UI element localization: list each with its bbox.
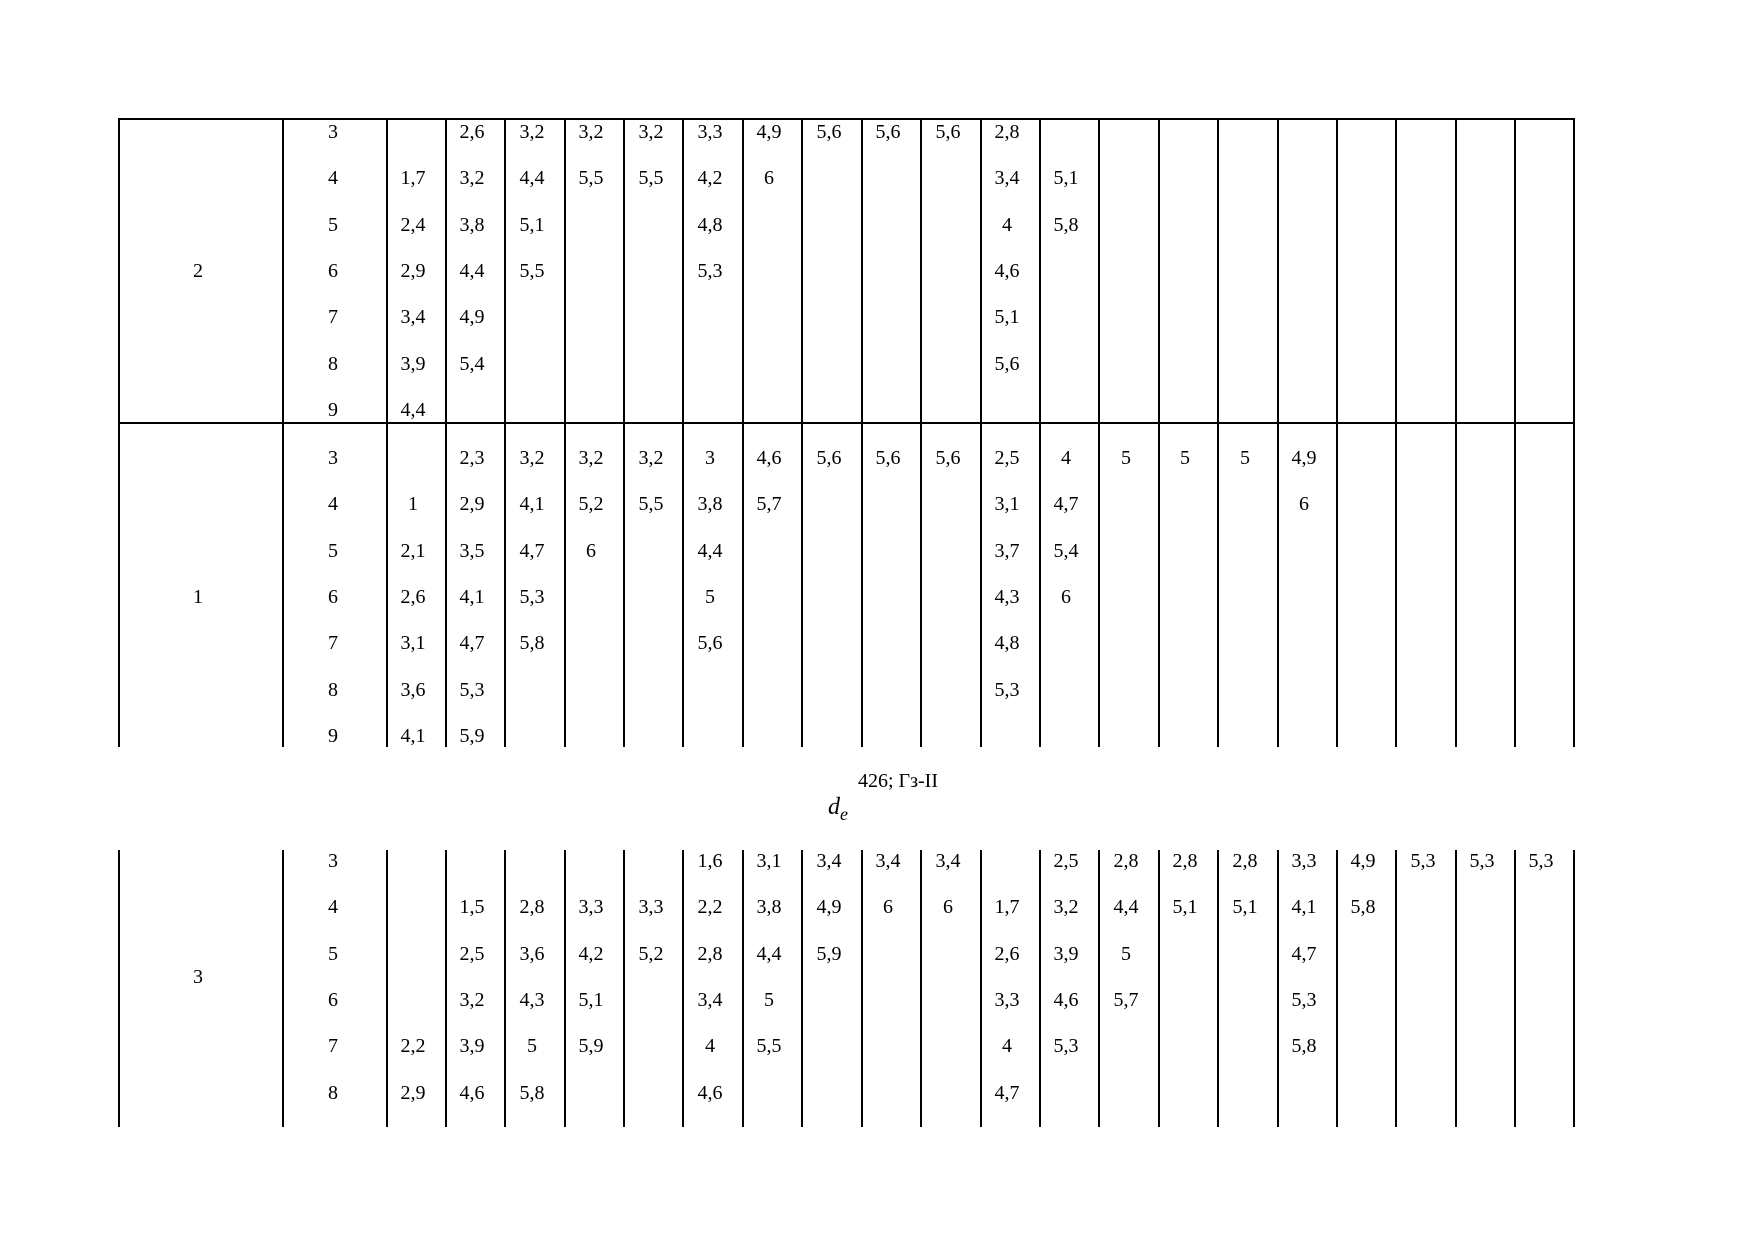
column-rule — [1217, 118, 1219, 422]
row-index-cell: 7 — [328, 1035, 338, 1058]
table-cell: 5,1 — [994, 306, 1020, 329]
table-cell: 3,3 — [638, 896, 664, 919]
row-index-cell: 5 — [328, 942, 338, 965]
row-index-cell: 8 — [328, 1081, 338, 1104]
table-cell: 5,3 — [1291, 988, 1317, 1011]
table-cell: 5,2 — [638, 942, 664, 965]
row-index-cell: 7 — [328, 632, 338, 655]
table-cell: 5,7 — [1113, 988, 1139, 1011]
table-cell: 5 — [1180, 447, 1190, 469]
column-rule — [1395, 422, 1397, 747]
table-cell: 4,7 — [519, 539, 545, 562]
caption-label: 426; Гз-II — [858, 770, 938, 792]
table-cell: 3,4 — [994, 167, 1020, 190]
table-cell: 5,3 — [459, 678, 485, 701]
table-cell: 4,7 — [994, 1081, 1020, 1104]
table-cell: 5,9 — [459, 724, 485, 747]
table-cell: 5 — [1121, 942, 1131, 965]
table-cell: 3,7 — [994, 539, 1020, 562]
row-index-cell: 6 — [328, 585, 338, 608]
table-cell: 4 — [705, 1035, 715, 1058]
table-cell: 2,8 — [1232, 850, 1258, 872]
table-cell: 5,3 — [697, 259, 723, 282]
group-label: 1 — [193, 585, 203, 608]
table-cell: 4,6 — [697, 1081, 723, 1104]
table-cell: 4,6 — [994, 259, 1020, 282]
table-cell: 2,2 — [400, 1035, 426, 1058]
group-label: 3 — [193, 965, 203, 988]
table-cell: 4,1 — [459, 585, 485, 608]
table-cell: 3,2 — [638, 447, 664, 469]
table-cell: 3,1 — [756, 850, 782, 872]
column-rule — [1336, 850, 1338, 1127]
table-cell: 5,3 — [1528, 850, 1554, 872]
table-cell: 5,8 — [519, 632, 545, 655]
table-cell: 3,3 — [697, 121, 723, 143]
row-index-cell: 3 — [328, 850, 338, 872]
column-rule — [1277, 118, 1279, 422]
column-rule — [1573, 422, 1575, 747]
table-cell: 2,5 — [459, 942, 485, 965]
column-rule — [564, 422, 566, 747]
table-cell: 3,2 — [638, 121, 664, 143]
column-rule — [1514, 422, 1516, 747]
table-cell: 2,8 — [1113, 850, 1139, 872]
table-cell: 5,1 — [578, 988, 604, 1011]
column-rule — [1395, 850, 1397, 1127]
column-rule — [1336, 118, 1338, 422]
table-cell: 3,6 — [400, 678, 426, 701]
column-rule — [282, 422, 284, 747]
table-cell: 3,8 — [697, 493, 723, 516]
table-cell: 5,6 — [994, 352, 1020, 375]
table-cell: 4,9 — [1350, 850, 1376, 872]
table-cell: 4,7 — [1291, 942, 1317, 965]
table-cell: 3,1 — [400, 632, 426, 655]
table-cell: 1,6 — [697, 850, 723, 872]
table-cell: 5,9 — [816, 942, 842, 965]
table-cell: 2,9 — [400, 1081, 426, 1104]
table-cell: 3,4 — [935, 850, 961, 872]
table-cell: 5,6 — [697, 632, 723, 655]
table-cell: 3 — [705, 447, 715, 469]
table-cell: 2,6 — [459, 121, 485, 143]
table-cell: 5,3 — [994, 678, 1020, 701]
table-cell: 5,3 — [1053, 1035, 1079, 1058]
table-cell: 5,6 — [816, 447, 842, 469]
table-cell: 5 — [527, 1035, 537, 1058]
table-cell: 4,3 — [994, 585, 1020, 608]
row-index-cell: 4 — [328, 493, 338, 516]
group-label: 2 — [193, 259, 203, 282]
table-cell: 1 — [408, 493, 418, 516]
table-cell: 1,7 — [400, 167, 426, 190]
table-cell: 4,9 — [816, 896, 842, 919]
table-cell: 3,3 — [578, 896, 604, 919]
row-index-cell: 6 — [328, 259, 338, 282]
table-cell: 6 — [1299, 493, 1309, 516]
table-cell: 3,2 — [459, 988, 485, 1011]
column-rule — [118, 118, 120, 422]
table-cell: 5,4 — [459, 352, 485, 375]
column-rule — [1455, 850, 1457, 1127]
row-index-cell: 5 — [328, 539, 338, 562]
table-cell: 4,6 — [459, 1081, 485, 1104]
table-cell: 3,4 — [697, 988, 723, 1011]
table-cell: 2,9 — [400, 259, 426, 282]
table-cell: 4,2 — [697, 167, 723, 190]
table-cell: 4,3 — [519, 988, 545, 1011]
table-cell: 5,6 — [875, 447, 901, 469]
table-cell: 6 — [1061, 585, 1071, 608]
column-rule — [1395, 118, 1397, 422]
column-rule — [861, 850, 863, 1127]
table-cell: 4,8 — [994, 632, 1020, 655]
column-rule — [118, 850, 120, 1127]
table-cell: 5,6 — [935, 121, 961, 143]
column-rule — [801, 118, 803, 422]
column-rule — [1039, 118, 1041, 422]
table-cell: 5,1 — [519, 213, 545, 236]
row-index-cell: 9 — [328, 398, 338, 421]
table-cell: 5 — [1240, 447, 1250, 469]
table-cell: 5,8 — [1053, 213, 1079, 236]
table-cell: 4,4 — [697, 539, 723, 562]
table-cell: 5,6 — [875, 121, 901, 143]
column-rule — [118, 422, 120, 747]
table-cell: 5,8 — [1291, 1035, 1317, 1058]
table-cell: 4,1 — [400, 724, 426, 747]
column-rule — [861, 422, 863, 747]
table-cell: 3,4 — [875, 850, 901, 872]
table-cell: 4,7 — [459, 632, 485, 655]
table-cell: 4,9 — [459, 306, 485, 329]
column-rule — [1098, 118, 1100, 422]
table-cell: 5,5 — [638, 493, 664, 516]
column-rule — [623, 422, 625, 747]
table-cell: 5,5 — [519, 259, 545, 282]
column-rule — [1217, 422, 1219, 747]
column-rule — [801, 850, 803, 1127]
column-rule — [623, 850, 625, 1127]
table-cell: 3,2 — [578, 447, 604, 469]
column-rule — [1455, 118, 1457, 422]
table-cell: 4 — [1002, 1035, 1012, 1058]
table-cell: 4,4 — [1113, 896, 1139, 919]
column-rule — [1158, 422, 1160, 747]
caption-symbol: $d_e$ — [828, 794, 848, 824]
table-cell: 2,1 — [400, 539, 426, 562]
table-cell: 6 — [586, 539, 596, 562]
table-cell: 4,1 — [519, 493, 545, 516]
column-rule — [623, 118, 625, 422]
table-cell: 3,8 — [459, 213, 485, 236]
table-cell: 6 — [943, 896, 953, 919]
column-rule — [1098, 422, 1100, 747]
table-cell: 2,8 — [519, 896, 545, 919]
table-cell: 3,9 — [1053, 942, 1079, 965]
table-cell: 4,6 — [756, 447, 782, 469]
column-rule — [742, 118, 744, 422]
table-cell: 6 — [883, 896, 893, 919]
column-rule — [1455, 422, 1457, 747]
table-cell: 5 — [1121, 447, 1131, 469]
row-index-cell: 4 — [328, 167, 338, 190]
column-rule — [801, 422, 803, 747]
column-rule — [861, 118, 863, 422]
table-cell: 5,3 — [1469, 850, 1495, 872]
table-cell: 3,9 — [400, 352, 426, 375]
table-cell: 5,8 — [1350, 896, 1376, 919]
table-cell: 3,5 — [459, 539, 485, 562]
table-cell: 4,4 — [400, 398, 426, 421]
table-cell: 1,7 — [994, 896, 1020, 919]
table-cell: 3,9 — [459, 1035, 485, 1058]
table-cell: 6 — [764, 167, 774, 190]
table-cell: 5,9 — [578, 1035, 604, 1058]
table-cell: 2,8 — [994, 121, 1020, 143]
table-cell: 2,3 — [459, 447, 485, 469]
row-index-cell: 8 — [328, 352, 338, 375]
table-cell: 4,2 — [578, 942, 604, 965]
table-cell: 3,2 — [1053, 896, 1079, 919]
table-cell: 3,2 — [459, 167, 485, 190]
table-cell: 3,3 — [994, 988, 1020, 1011]
table-cell: 2,6 — [400, 585, 426, 608]
table-cell: 4,1 — [1291, 896, 1317, 919]
table-cell: 5,1 — [1172, 896, 1198, 919]
table-cell: 4,4 — [756, 942, 782, 965]
row-index-cell: 6 — [328, 988, 338, 1011]
table-cell: 3,6 — [519, 942, 545, 965]
table-cell: 2,5 — [994, 447, 1020, 469]
row-index-cell: 9 — [328, 724, 338, 747]
table-cell: 4 — [1002, 213, 1012, 236]
table-cell: 5,8 — [519, 1081, 545, 1104]
table-cell: 5,6 — [935, 447, 961, 469]
row-index-cell: 8 — [328, 678, 338, 701]
table-cell: 3,3 — [1291, 850, 1317, 872]
table-rule — [118, 422, 1575, 424]
column-rule — [920, 850, 922, 1127]
column-rule — [1158, 118, 1160, 422]
column-rule — [920, 118, 922, 422]
table-cell: 4,4 — [459, 259, 485, 282]
column-rule — [1217, 850, 1219, 1127]
table-cell: 5 — [705, 585, 715, 608]
table-cell: 3,4 — [816, 850, 842, 872]
table-cell: 5,5 — [638, 167, 664, 190]
table-cell: 5,2 — [578, 493, 604, 516]
row-index-cell: 3 — [328, 447, 338, 469]
table-cell: 4,6 — [1053, 988, 1079, 1011]
table-cell: 4,9 — [756, 121, 782, 143]
table-cell: 4,8 — [697, 213, 723, 236]
table-cell: 4,4 — [519, 167, 545, 190]
column-rule — [1573, 850, 1575, 1127]
table-cell: 5,1 — [1232, 896, 1258, 919]
row-index-cell: 3 — [328, 121, 338, 143]
column-rule — [1573, 118, 1575, 422]
table-cell: 5 — [764, 988, 774, 1011]
column-rule — [742, 422, 744, 747]
table-cell: 3,8 — [756, 896, 782, 919]
table-cell: 5,1 — [1053, 167, 1079, 190]
row-index-cell: 5 — [328, 213, 338, 236]
table-cell: 5,4 — [1053, 539, 1079, 562]
table-cell: 3,4 — [400, 306, 426, 329]
table-cell: 3,2 — [519, 121, 545, 143]
column-rule — [1514, 850, 1516, 1127]
table-cell: 5,7 — [756, 493, 782, 516]
table-cell: 5,3 — [1410, 850, 1436, 872]
row-index-cell: 4 — [328, 896, 338, 919]
table-cell: 2,8 — [1172, 850, 1198, 872]
table-cell: 5,5 — [578, 167, 604, 190]
table-cell: 3,2 — [578, 121, 604, 143]
column-rule — [1336, 422, 1338, 747]
column-rule — [1514, 118, 1516, 422]
table-cell: 3,2 — [519, 447, 545, 469]
table-cell: 4 — [1061, 447, 1071, 469]
table-cell: 5,5 — [756, 1035, 782, 1058]
table-cell: 2,6 — [994, 942, 1020, 965]
table-cell: 2,5 — [1053, 850, 1079, 872]
table-cell: 2,2 — [697, 896, 723, 919]
table-cell: 4,7 — [1053, 493, 1079, 516]
table-cell: 3,1 — [994, 493, 1020, 516]
table-cell: 5,3 — [519, 585, 545, 608]
row-index-cell: 7 — [328, 306, 338, 329]
table-cell: 2,8 — [697, 942, 723, 965]
table-cell: 5,6 — [816, 121, 842, 143]
table-cell: 2,4 — [400, 213, 426, 236]
column-rule — [564, 118, 566, 422]
table-cell: 2,9 — [459, 493, 485, 516]
column-rule — [282, 118, 284, 422]
table-cell: 4,9 — [1291, 447, 1317, 469]
column-rule — [1277, 422, 1279, 747]
table-cell: 1,5 — [459, 896, 485, 919]
column-rule — [282, 850, 284, 1127]
column-rule — [920, 422, 922, 747]
column-rule — [1158, 850, 1160, 1127]
